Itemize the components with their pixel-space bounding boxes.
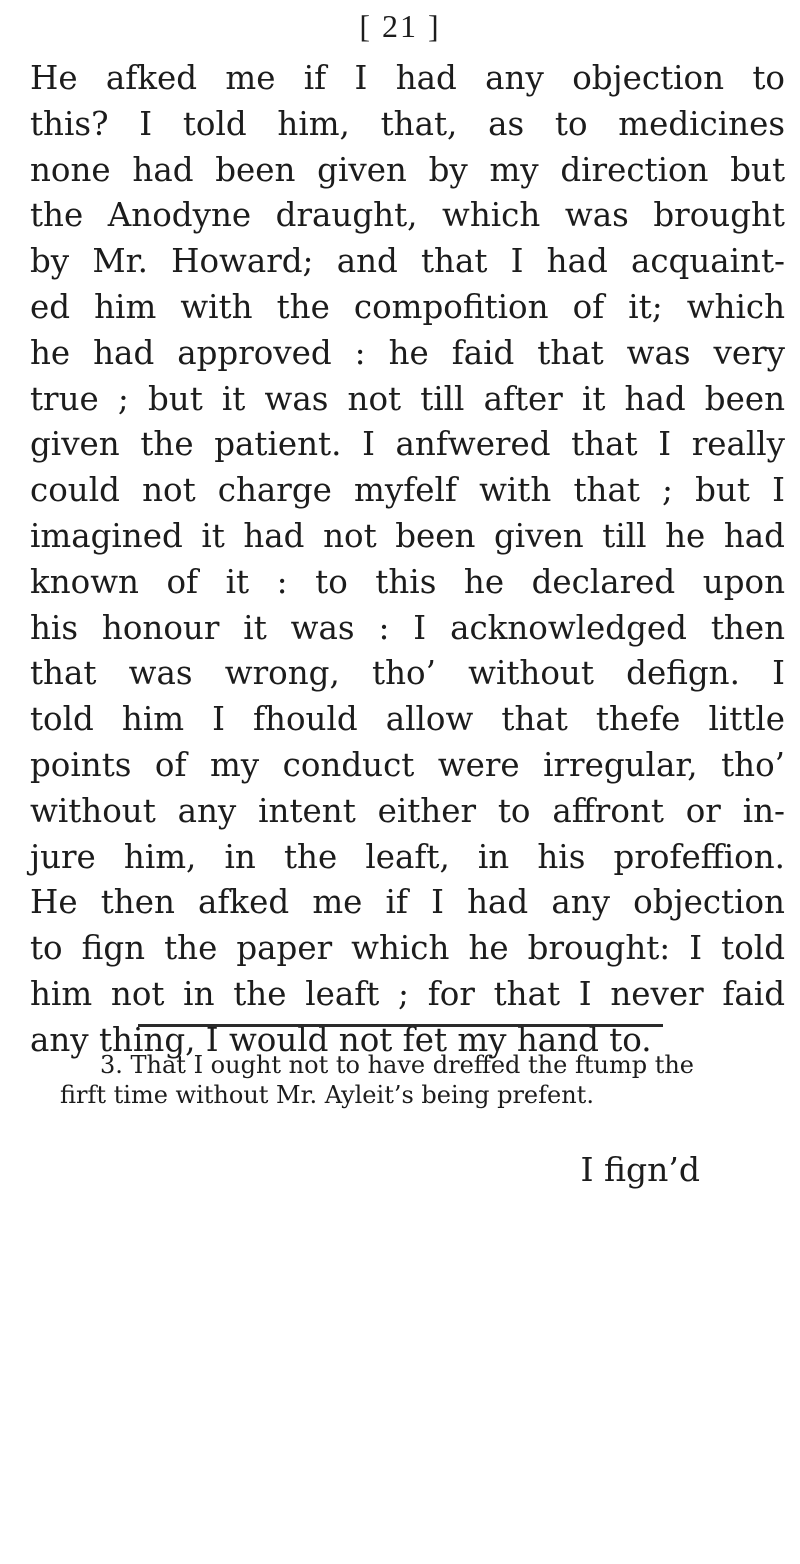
text-line: he had approved : he faid that was very <box>30 333 785 372</box>
catchword: I fign’d <box>580 1150 700 1189</box>
text-line: to fign the paper which he brought: I told <box>30 929 785 968</box>
text-line: this? I told him, that, as to medicines <box>30 104 785 143</box>
text-line: He afked me if I had any objection to <box>30 59 785 97</box>
footnote-line: 3. That I ought not to have dreffed the ftump the <box>100 1051 694 1079</box>
text-line: his honour it was : I acknowledged then <box>30 608 785 647</box>
section-divider <box>138 1024 663 1027</box>
footnote <box>60 1050 750 1110</box>
text-line: imagined it had not been given till he had <box>30 516 785 555</box>
text-line: the Anodyne draught, which was brought <box>30 196 785 235</box>
text-line: true ; but it was not till after it had been <box>30 379 785 418</box>
footnote-line: firft time without Mr. Ayleit’s being prefent. <box>60 1081 594 1109</box>
page-number: [ 21 ] <box>359 8 441 44</box>
text-line: He then afked me if I had any objection <box>30 883 785 922</box>
text-line: jure him, in the leaft, in his profeffion. <box>30 837 785 876</box>
text-line: ed him with the compofition of it; which <box>30 287 785 326</box>
text-line: by Mr. Howard; and that I had acquaint- <box>30 242 785 281</box>
text-line: told him I fhould allow that thefe little <box>30 700 785 739</box>
text-line: none had been given by my direction but <box>30 150 785 189</box>
text-line: points of my conduct were irregular, tho’ <box>30 745 785 784</box>
body-paragraph <box>30 56 785 1064</box>
text-line: him not in the leaft ; for that I never faid <box>30 974 785 1013</box>
text-line: could not charge myfelf with that ; but I <box>30 471 785 510</box>
text-line: without any intent either to affront or in- <box>30 791 785 830</box>
text-line: any thing, I would not fet my hand to. <box>30 1020 652 1059</box>
text-line: known of it : to this he declared upon <box>30 562 785 601</box>
text-line: given the patient. I anfwered that I really <box>30 425 785 464</box>
text-line: that was wrong, tho’ without defign. I <box>30 654 785 693</box>
